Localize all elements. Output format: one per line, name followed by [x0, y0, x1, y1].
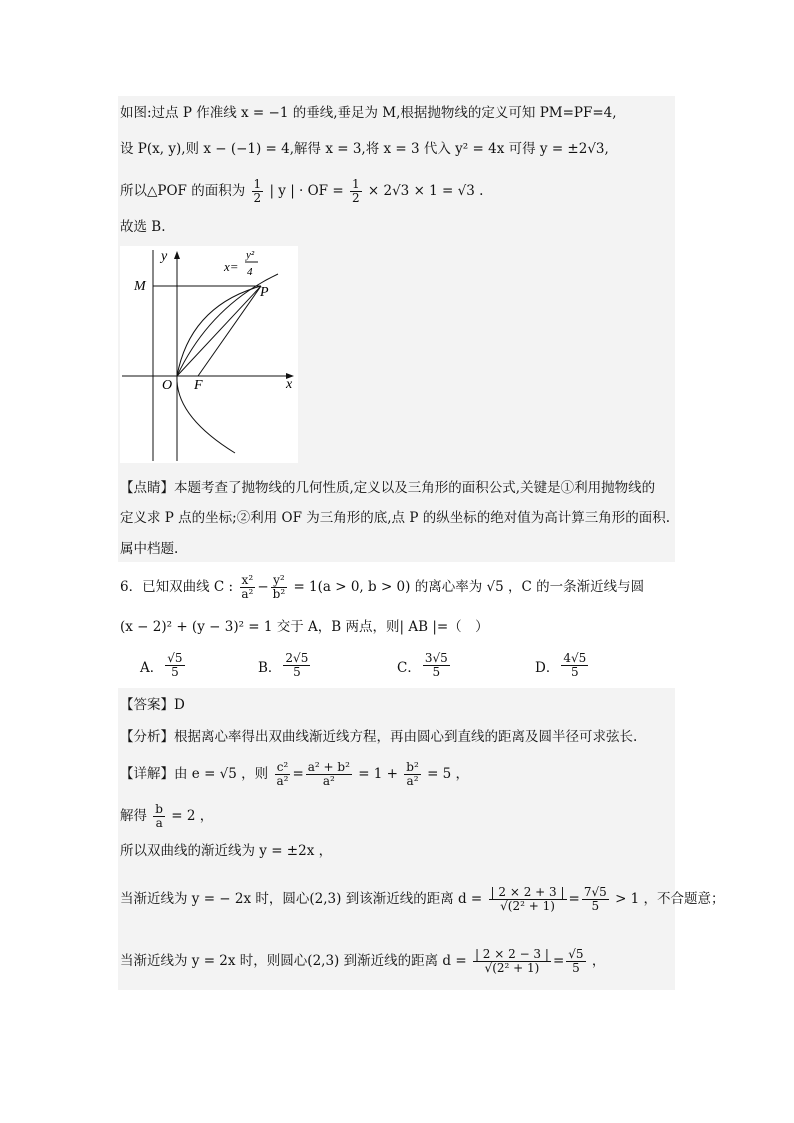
- label-y: y: [161, 249, 168, 264]
- option-d-value: $\frac{4√5}{5}$: [563, 651, 587, 679]
- detail-equals: = 5 ，: [427, 766, 470, 782]
- fraction-a2b2-a2: $\frac{\text{a² + b²}}{\text{a²}}$: [307, 760, 350, 788]
- label-O: O: [162, 378, 173, 393]
- detail-plus: = 1 +: [358, 766, 398, 782]
- detail-line-2: [120, 803, 213, 830]
- curve-label-den: 4: [247, 266, 253, 278]
- question-6-line-2: (x − 2)² + (y − 3)² = 1 交于 A，B 两点，则| AB |=（ ）: [120, 619, 489, 635]
- solution-line-4: 故选 B.: [120, 219, 166, 235]
- detail-line-1: 【详解】由 e = √5 ，则 $\frac{\text{c²}}{\text{a²}}$ = $\frac{\text{a² + b²}}{\text{a²}}$ = 1 + $\frac{\text{b²}}{\text{a²}}$ = 5 ，: [120, 760, 470, 788]
- dianjing-line-1: 【点睛】本题考查了抛物线的几何性质,定义以及三角形的面积公式,关键是①利用抛物线的: [120, 480, 656, 496]
- fraction-distance-1: $\frac{| 2 \times 2 + 3 |}{\text{√(2² + 1)}}$: [490, 885, 565, 913]
- fraction-y2b2: $\frac{\text{y²}}{\text{b²}}$: [272, 573, 286, 601]
- label-M: M: [134, 279, 146, 294]
- dianjing-line-2: 定义求 P 点的坐标;②利用 OF 为三角形的底,点 P 的纵坐标的绝对值为高计算三角形的面积.: [120, 510, 670, 526]
- case-1-line: 当渐近线为 y = − 2x 时，圆心(2,3) 到该渐近线的距离 d = $\frac{| 2 \times 2 + 3 |}{\text{√(2² + 1)}}$ = $\frac{7√5}{5}$ > 1 ，不合题意；: [120, 885, 725, 913]
- y-axis-arrow: [174, 251, 180, 259]
- fraction-half-2: $\frac{1}{2}$: [351, 177, 360, 205]
- option-a[interactable]: [140, 652, 187, 679]
- fraction-distance-1-value: $\frac{7√5}{5}$: [583, 885, 607, 913]
- option-a-letter: A．: [140, 659, 164, 676]
- segment-FP: [198, 286, 261, 376]
- parabola-curve: [177, 274, 278, 453]
- option-b[interactable]: [258, 652, 312, 679]
- curve-label-num: y²: [246, 249, 255, 261]
- detail-prefix: 【详解】由 e = √5 ，则: [120, 766, 269, 782]
- fraction-c2a2: $\frac{\text{c²}}{\text{a²}}$: [276, 760, 289, 788]
- analysis-line: 【分析】根据离心率得出双曲线渐近线方程，再由圆心到直线的距离及圆半径可求弦长.: [120, 729, 638, 745]
- label-x: x: [286, 377, 293, 392]
- curve-label-x: x=: [224, 259, 239, 274]
- asymptote-line: 所以双曲线的渐近线为 y = ±2x ，: [120, 843, 333, 859]
- area-expr: | y | · OF =: [269, 183, 344, 199]
- case-1-text: 当渐近线为 y = − 2x 时，圆心(2,3) 到该渐近线的距离 d =: [120, 891, 483, 907]
- option-c-letter: C．: [397, 659, 421, 676]
- option-a-value: $\frac{√5}{5}$: [167, 651, 183, 679]
- case-1-conclusion: > 1 ，不合题意；: [615, 891, 725, 907]
- area-result: × 2√3 × 1 = √3 .: [367, 183, 484, 199]
- question-6-line-1: 6．已知双曲线 C : $\frac{\text{x²}}{\text{a²}}$ − $\frac{\text{y²}}{\text{b²}}$ = 1(a > 0, b > 0) 的离心率为 √5 ，C 的一条渐近线与圆: [120, 573, 645, 601]
- fraction-x2a2: $\frac{\text{x²}}{\text{a²}}$: [241, 573, 254, 601]
- case-2-line: 当渐近线为 y = 2x 时，则圆心(2,3) 到渐近线的距离 d = $\frac{| 2 \times 2 - 3 |}{\text{√(2² + 1)}}$ = $\frac{√5}{5}$ ，: [120, 947, 606, 975]
- dianjing-line-3: 属中档题.: [120, 541, 179, 557]
- solve-result: = 2 ，: [171, 808, 214, 824]
- option-c-value: $\frac{3√5}{5}$: [424, 651, 448, 679]
- parabola-figure: [120, 246, 298, 463]
- option-b-letter: B．: [258, 659, 282, 676]
- solution-line-2: 设 P(x, y),则 x − (−1) = 4,解得 x = 3,将 x = 3 代入 y² = 4x 可得 y = ±2√3,: [120, 141, 609, 157]
- fraction-half: $\frac{1}{2}$: [253, 177, 262, 205]
- option-b-value: $\frac{2√5}{5}$: [285, 651, 309, 679]
- option-d-letter: D．: [535, 659, 560, 676]
- fraction-distance-2: $\frac{| 2 \times 2 - 3 |}{\text{√(2² + 1)}}$: [474, 947, 549, 975]
- solution-line-1: 如图:过点 P 作准线 x = −1 的垂线,垂足为 M,根据抛物线的定义可知 PM=PF=4,: [120, 105, 617, 121]
- option-c[interactable]: [397, 652, 452, 679]
- option-d[interactable]: [535, 652, 590, 679]
- fraction-distance-2-value: $\frac{√5}{5}$: [568, 947, 584, 975]
- fraction-b2a2: $\frac{\text{b²}}{\text{a²}}$: [406, 760, 419, 788]
- case-2-end: ，: [591, 953, 606, 969]
- label-P: P: [260, 285, 269, 300]
- solution-line-3: [120, 178, 483, 205]
- fraction-ba: $\frac{b}{a}$: [155, 802, 163, 830]
- solve-prefix: 解得: [120, 808, 147, 824]
- case-2-text: 当渐近线为 y = 2x 时，则圆心(2,3) 到渐近线的距离 d =: [120, 953, 467, 969]
- q6-condition: = 1(a > 0, b > 0) 的离心率为 √5 ，C 的一条渐近线与圆: [293, 579, 645, 595]
- q6-prefix: 6．已知双曲线 C :: [120, 579, 234, 595]
- label-F: F: [194, 378, 203, 393]
- answer-line: 【答案】D: [120, 697, 185, 713]
- segment-OP: [177, 286, 261, 376]
- area-text: 所以△POF 的面积为: [120, 183, 246, 199]
